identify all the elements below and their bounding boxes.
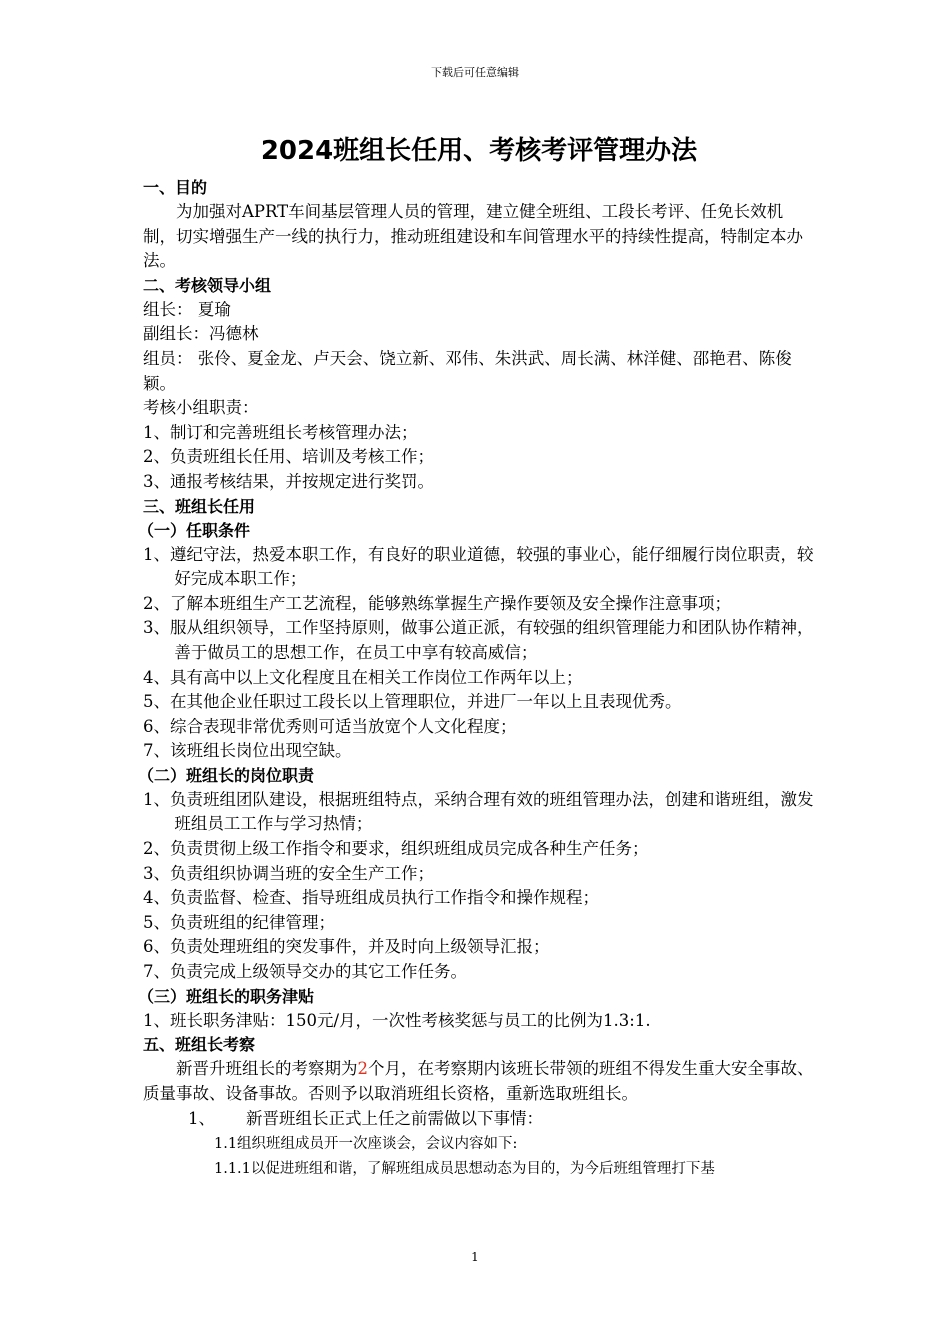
list-item: 5、负责班组的纪律管理； [143,912,335,932]
section-probation-body [143,1057,815,1106]
subsection-qualifications-heading: （一）任职条件 [138,520,251,540]
group-deputy: 副组长：冯德林 [143,324,259,344]
probation-item-1-1-1: 1.1.1以促进班组和谐，了解班组成员思想动态为目的，为今后班组管理打下基 [214,1161,715,1178]
document-title: 2024班组长任用、考核考评管理办法 [260,136,698,166]
list-item: 1、制订和完善班组长考核管理办法； [143,422,418,442]
probation-text-a: 新晋升班组长的考察期为 [176,1059,358,1079]
probation-text-b: 个月，在考察期内该班长带领的班组不得发生重大安全事故、质量事故、设备事故。否则予以取消班组长资格，重新选取班组长。 [143,1059,814,1103]
list-item: 4、负责监督、检查、指导班组成员执行工作指令和操作规程； [143,888,599,908]
list-item: 3、负责组织协调当班的安全生产工作； [143,863,434,883]
section-purpose-heading: 一、目的 [143,178,208,197]
document-body [138,128,815,1182]
probation-months: 2 [357,1059,368,1079]
section-purpose-body: 为加强对APRT车间基层管理人员的管理，建立健全班组、工段长考评、任免长效机制，切实增强生产一线的执行力，推动班组建设和车间管理水平的持续性提高，特制定本办法。 [143,202,803,271]
subsection-allowance-heading: （三）班组长的职务津贴 [138,986,315,1006]
probation-item-1 [143,1106,815,1132]
section-probation-heading: 五、班组长考察 [143,1035,256,1055]
section-appointment-heading: 三、班组长任用 [143,496,256,516]
subsection-duties-heading: （二）班组长的岗位职责 [138,765,315,785]
list-item: 5、在其他企业任职过工段长以上管理职位，并进厂一年以上且表现优秀。 [143,692,682,712]
list-item: 1、班长职务津贴：150元/月，一次性考核奖惩与员工的比例为1.3:1. [143,1010,651,1030]
group-leader: 组长： 夏瑜 [143,299,231,319]
list-item: 3、通报考核结果，并按规定进行奖罚。 [143,471,434,491]
group-members: 组员： 张伶、夏金龙、卢天会、饶立新、邓伟、朱洪武、周长满、林洋健、邵艳君、陈俊颖。 [143,348,792,393]
list-item: 2、负责班组长任用、培训及考核工作； [143,447,434,467]
list-item: 4、具有高中以上文化程度且在相关工作岗位工作两年以上； [143,667,583,687]
list-item: 3、服从组织领导，工作坚持原则，做事公道正派，有较强的组织管理能力和团队协作精神，善于做员工的思想工作，在员工中享有较高威信； [143,618,814,662]
probation-item-1-1: 1.1组织班组成员开一次座谈会，会议内容如下: [214,1136,518,1153]
group-duty-title: 考核小组职责： [143,398,259,418]
list-item: 7、负责完成上级领导交办的其它工作任务。 [143,962,467,982]
probation-item-1-text: 新晋班组长正式上任之前需做以下事情： [246,1109,543,1129]
list-item: 1、遵纪守法，热爱本职工作，有良好的职业道德，较强的事业心，能仔细履行岗位职责，较好完成本职工作； [143,544,814,589]
section-leadership-heading: 二、考核领导小组 [143,275,272,295]
list-item: 2、负责贯彻上级工作指令和要求，组织班组成员完成各种生产任务； [143,839,649,859]
list-item: 6、负责处理班组的突发事件，并及时向上级领导汇报； [143,937,550,957]
probation-item-1-number: 1、 [188,1109,215,1129]
list-item: 1、负责班组团队建设，根据班组特点，采纳合理有效的班组管理办法，创建和谐班组，激发班组员工工作与学习热情； [143,789,814,834]
page-number: 1 [471,1250,479,1264]
list-item: 6、综合表现非常优秀则可适当放宽个人文化程度； [143,716,517,736]
list-item: 2、了解本班组生产工艺流程，能够熟练掌握生产操作要领及安全操作注意事项； [143,593,731,613]
list-item: 7、该班组长岗位出现空缺。 [143,741,352,761]
page-header: 下载后可任意编辑 [431,66,519,79]
